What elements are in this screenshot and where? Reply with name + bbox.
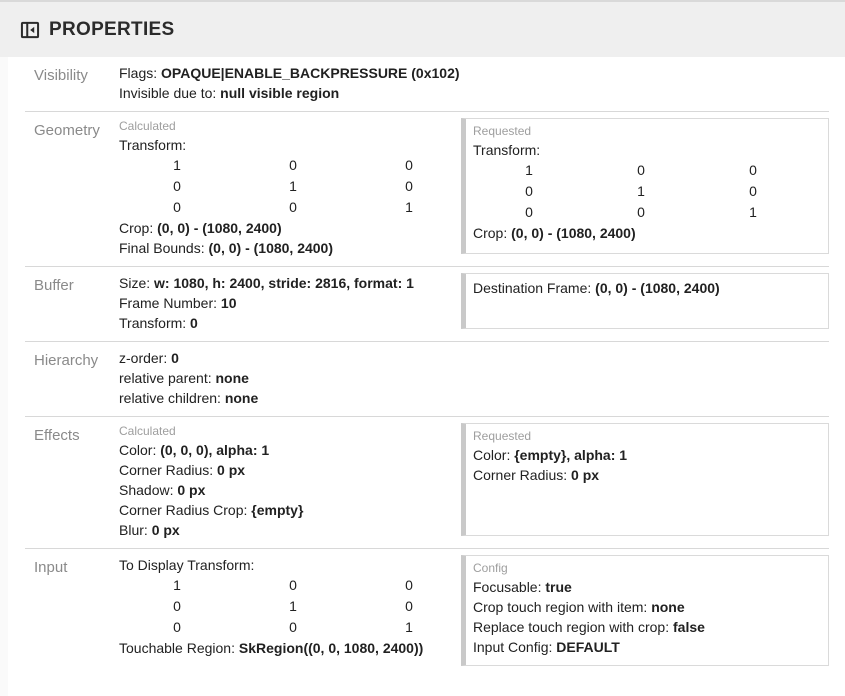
matrix-cell: 0 <box>637 204 645 220</box>
color-row: Color: (0, 0, 0), alpha: 1 <box>119 442 270 458</box>
size-row: Size: w: 1080, h: 2400, stride: 2816, format: 1 <box>119 275 414 291</box>
matrix-cell: 1 <box>525 162 533 178</box>
matrix-cell: 1 <box>173 157 181 173</box>
matrix-cell: 0 <box>173 598 181 614</box>
matrix-cell: 0 <box>173 199 181 215</box>
matrix-cell: 1 <box>405 619 413 635</box>
requested-buffer-box <box>461 273 829 329</box>
shadow-row: Shadow: 0 px <box>119 482 206 498</box>
panel-left-collapse-icon[interactable] <box>18 18 42 42</box>
crop-touch-region-row: Crop touch region with item: none <box>473 599 685 615</box>
transform-matrix <box>119 155 461 218</box>
matrix-cell: 0 <box>405 577 413 593</box>
matrix-cell: 0 <box>173 619 181 635</box>
section-label-effects: Effects <box>34 427 80 444</box>
matrix-cell: 1 <box>289 598 297 614</box>
panel-header <box>0 0 845 57</box>
matrix-cell: 0 <box>289 577 297 593</box>
section-visibility <box>8 57 845 111</box>
replace-touch-region-row: Replace touch region with crop: false <box>473 619 705 635</box>
matrix-cell: 0 <box>749 183 757 199</box>
crop-row: Crop: (0, 0) - (1080, 2400) <box>473 225 636 241</box>
final-bounds-row: Final Bounds: (0, 0) - (1080, 2400) <box>119 240 334 256</box>
properties-content <box>8 57 845 696</box>
input-config-box <box>461 555 829 666</box>
section-label-geometry: Geometry <box>34 122 100 139</box>
requested-geometry-box <box>461 118 829 254</box>
requested-tag: Requested <box>473 124 532 138</box>
blur-row: Blur: 0 px <box>119 522 180 538</box>
matrix-cell: 0 <box>405 157 413 173</box>
invisible-reason-row: Invisible due to: null visible region <box>119 85 340 101</box>
section-label-input: Input <box>34 559 68 576</box>
matrix-cell: 0 <box>525 204 533 220</box>
corner-radius-row: Corner Radius: 0 px <box>473 467 600 483</box>
matrix-cell: 1 <box>405 199 413 215</box>
calculated-tag: Calculated <box>119 424 176 438</box>
requested-effects-box <box>461 423 829 536</box>
to-display-transform-label-row: To Display Transform: <box>119 557 255 573</box>
touchable-region-row: Touchable Region: SkRegion((0, 0, 1080, 2400)) <box>119 640 424 656</box>
matrix-cell: 0 <box>525 183 533 199</box>
matrix-cell: 0 <box>405 598 413 614</box>
matrix-cell: 0 <box>405 178 413 194</box>
matrix-cell: 0 <box>289 619 297 635</box>
calculated-tag: Calculated <box>119 119 176 133</box>
corner-radius-row: Corner Radius: 0 px <box>119 462 246 478</box>
section-label-hierarchy: Hierarchy <box>34 352 99 369</box>
panel-left-collapse-glyph <box>19 19 41 41</box>
section-effects <box>8 417 845 548</box>
section-label-visibility: Visibility <box>34 67 88 84</box>
matrix-cell: 0 <box>749 162 757 178</box>
requested-tag: Requested <box>473 429 532 443</box>
frame-number-row: Frame Number: 10 <box>119 295 237 311</box>
section-hierarchy <box>8 342 845 416</box>
section-buffer <box>8 267 845 341</box>
crop-row: Crop: (0, 0) - (1080, 2400) <box>119 220 282 236</box>
section-label-buffer: Buffer <box>34 277 74 294</box>
focusable-row: Focusable: true <box>473 579 572 595</box>
flags-row: Flags: OPAQUE|ENABLE_BACKPRESSURE (0x102) <box>119 65 460 81</box>
color-row: Color: {empty}, alpha: 1 <box>473 447 628 463</box>
section-geometry <box>8 112 845 266</box>
panel-title: PROPERTIES <box>49 18 175 40</box>
transform-label-row: Transform: <box>119 137 187 153</box>
matrix-cell: 0 <box>637 162 645 178</box>
transform-label-row: Transform: <box>473 142 541 158</box>
matrix-cell: 1 <box>637 183 645 199</box>
destination-frame-row: Destination Frame: (0, 0) - (1080, 2400) <box>473 280 720 296</box>
matrix-cell: 0 <box>289 199 297 215</box>
config-tag: Config <box>473 561 508 575</box>
matrix-cell: 0 <box>289 157 297 173</box>
transform-row: Transform: 0 <box>119 315 198 331</box>
matrix-cell: 0 <box>173 178 181 194</box>
corner-radius-crop-row: Corner Radius Crop: {empty} <box>119 502 304 518</box>
matrix-cell: 1 <box>749 204 757 220</box>
relative-parent-row: relative parent: none <box>119 370 249 386</box>
matrix-cell: 1 <box>289 178 297 194</box>
matrix-cell: 1 <box>173 577 181 593</box>
section-input <box>8 549 845 678</box>
z-order-row: z-order: 0 <box>119 350 179 366</box>
to-display-transform-matrix <box>119 575 461 638</box>
relative-children-row: relative children: none <box>119 390 259 406</box>
input-config-row: Input Config: DEFAULT <box>473 639 620 655</box>
transform-matrix <box>473 160 818 223</box>
